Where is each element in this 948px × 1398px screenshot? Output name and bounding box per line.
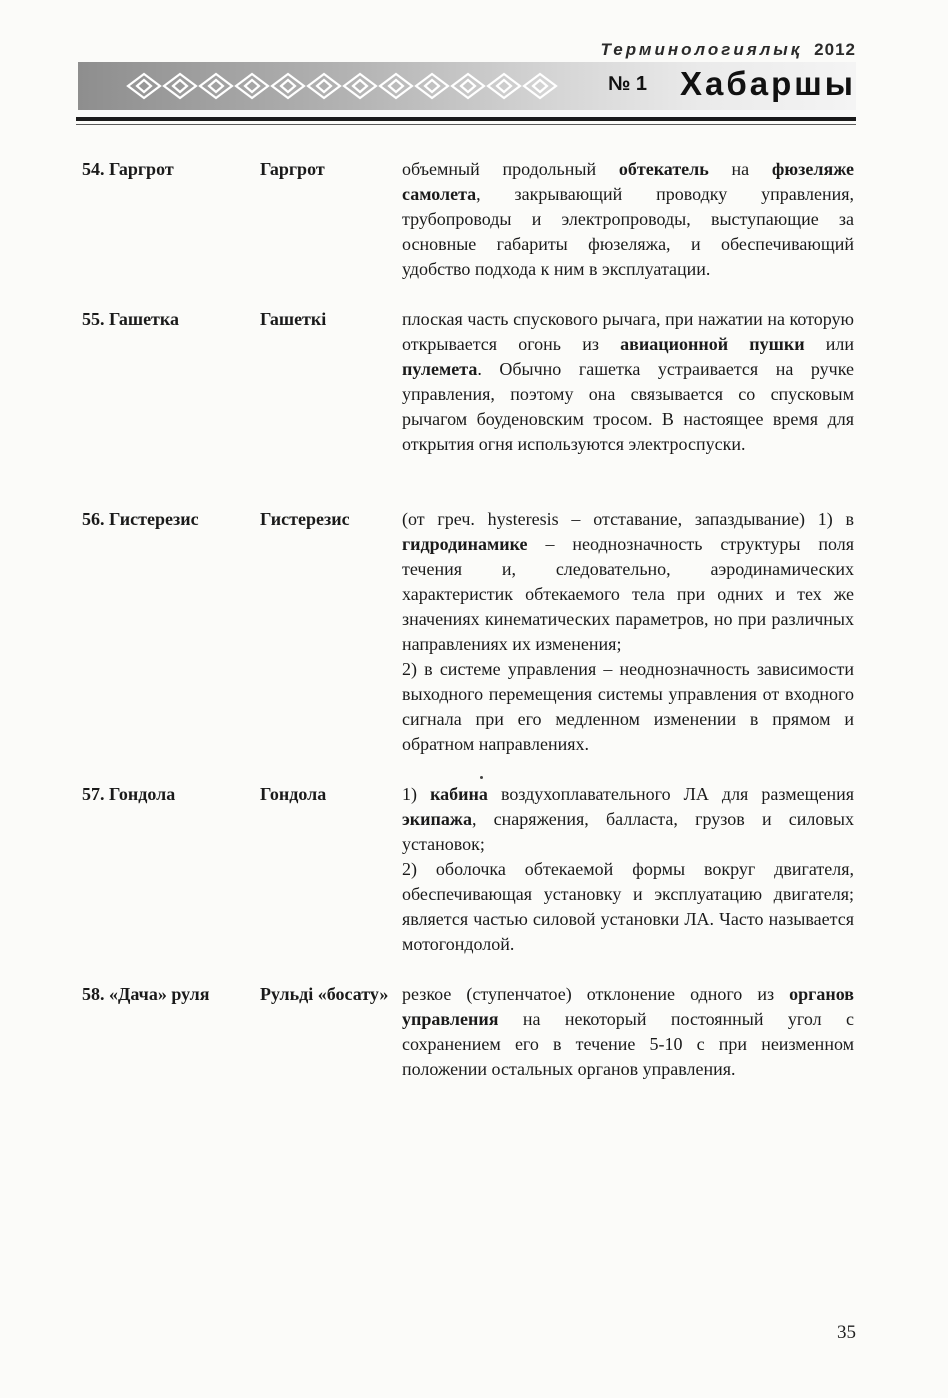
ornament-diamond xyxy=(488,74,520,98)
issue-number: № 1 xyxy=(608,73,647,95)
ornament-inner-diamond xyxy=(137,80,151,92)
definition-text: плоская часть спускового рычага, при нажатии на которую открывается огонь из xyxy=(402,309,854,354)
definition-text: , снаряжения, балласта, грузов и силовых установок; xyxy=(402,809,854,854)
ornament-inner-diamond xyxy=(497,80,511,92)
entry-translation: Гаргрот xyxy=(260,159,325,179)
entry-term: 54. Гаргрот xyxy=(82,159,174,179)
entry-translation: Рульді «босату» xyxy=(260,984,389,1004)
header-band xyxy=(78,62,856,110)
ornament-inner-diamond xyxy=(173,80,187,92)
entry-definition xyxy=(402,782,854,982)
definition-text: – неоднозначность структуры поля течения и, следовательно, аэродинамических характеристик обтекаемого тела при одних и тех же значениях кинематических параметров, но при различных направлениях их изменения; xyxy=(402,534,854,654)
ornament-diamond xyxy=(524,74,556,98)
definition-text: объемный продольный xyxy=(402,159,619,179)
ornament-inner-diamond xyxy=(461,80,475,92)
header-rule-thin xyxy=(76,124,856,125)
definition-paragraph: 2) оболочка обтекаемой формы вокруг двигателя, обеспечивающая установку и эксплуатацию двигателя; является частью силовой установки ЛА. Часто называется мотогондолой. xyxy=(402,859,854,954)
entry-translation: Гондола xyxy=(260,784,327,804)
ornament-inner-diamond xyxy=(209,80,223,92)
definition-text: . Обычно гашетка устраивается на ручке управления, поэтому она связывается со спусковым рычагом боуденовским тросом. В настоящее время для открытия огня используются электроспуски. xyxy=(402,359,854,454)
definition-text: , закрывающий проводку управления, трубопроводы и электропроводы, выступающие за основные габариты фюзеляжа, и обеспечивающий удобство подхода к ним в эксплуатации. xyxy=(402,184,854,279)
ornament-inner-diamond xyxy=(425,80,439,92)
page-number: 35 xyxy=(837,1322,856,1343)
entry-definition xyxy=(402,507,854,782)
entry-translation: Гашеткі xyxy=(260,309,327,329)
ornament-diamond xyxy=(128,74,160,98)
definition-text: резкое (ступенчатое) отклонение одного из xyxy=(402,984,790,1004)
definition-text: (от греч. hysteresis – отставание, запаздывание) 1) в xyxy=(402,509,854,529)
entry-term: 56. Гистерезис xyxy=(82,509,199,529)
definition-bold-term: кабина xyxy=(430,784,488,804)
entry-term: 57. Гондола xyxy=(82,784,176,804)
subtitle-text: Терминологиялық xyxy=(600,40,803,59)
entry-definition xyxy=(402,157,854,307)
definition-text: воздухоплавательного ЛА для размещения xyxy=(487,784,855,804)
ornament-diamond xyxy=(236,74,268,98)
definition-bold-term: авиационной пушки xyxy=(620,334,805,354)
definition-paragraph: 2) в системе управления – неоднозначность зависимости выходного перемещения системы управления от входного сигнала при его медленном изменении в прямом и обратном направлениях. xyxy=(402,659,854,754)
ornament-inner-diamond xyxy=(317,80,331,92)
entry-translation: Гистерезис xyxy=(260,509,350,529)
ornament-inner-diamond xyxy=(245,80,259,92)
definition-bold-term: органов управления xyxy=(402,984,854,1029)
entry-56 xyxy=(82,507,854,782)
definition-text: или xyxy=(804,334,854,354)
ornament-inner-diamond xyxy=(533,80,547,92)
definition-bold-term: фюзеляже самолета xyxy=(402,159,854,204)
ornament-inner-diamond xyxy=(353,80,367,92)
definition-text: 1) xyxy=(402,784,431,804)
ornament-pattern xyxy=(126,70,558,102)
definition-bold-term: гидродинамике xyxy=(402,534,528,554)
glossary-entries xyxy=(82,157,854,1082)
ornament-diamond xyxy=(164,74,196,98)
ornament-diamond xyxy=(452,74,484,98)
entry-definition xyxy=(402,982,854,1082)
ornament-inner-diamond xyxy=(281,80,295,92)
entry-55 xyxy=(82,307,854,507)
entry-58 xyxy=(82,982,854,1082)
ornament-diamond xyxy=(200,74,232,98)
ornament-diamond xyxy=(416,74,448,98)
journal-subtitle xyxy=(601,40,856,60)
definition-bold-term: обтекатель xyxy=(618,159,709,179)
scan-speck xyxy=(480,776,483,779)
entry-54 xyxy=(82,157,854,307)
ornament-inner-diamond xyxy=(389,80,403,92)
ornament-diamond xyxy=(272,74,304,98)
entry-definition xyxy=(402,307,854,507)
ornament-diamond xyxy=(380,74,412,98)
entry-term: 58. «Дача» руля xyxy=(82,984,210,1004)
definition-bold-term: пулемета xyxy=(402,359,478,379)
definition-text: на некоторый постоянный угол с сохранением его в течение 5-10 с при неизменном положении остальных органов управления. xyxy=(402,1009,854,1079)
ornament-diamond xyxy=(344,74,376,98)
journal-title: Хабаршы xyxy=(680,65,856,102)
entry-57 xyxy=(82,782,854,982)
definition-text: на xyxy=(708,159,772,179)
entry-term: 55. Гашетка xyxy=(82,309,179,329)
header-rule-thick xyxy=(76,117,856,121)
year: 2012 xyxy=(814,40,856,59)
definition-bold-term: экипажа xyxy=(402,809,472,829)
ornament-diamond xyxy=(308,74,340,98)
